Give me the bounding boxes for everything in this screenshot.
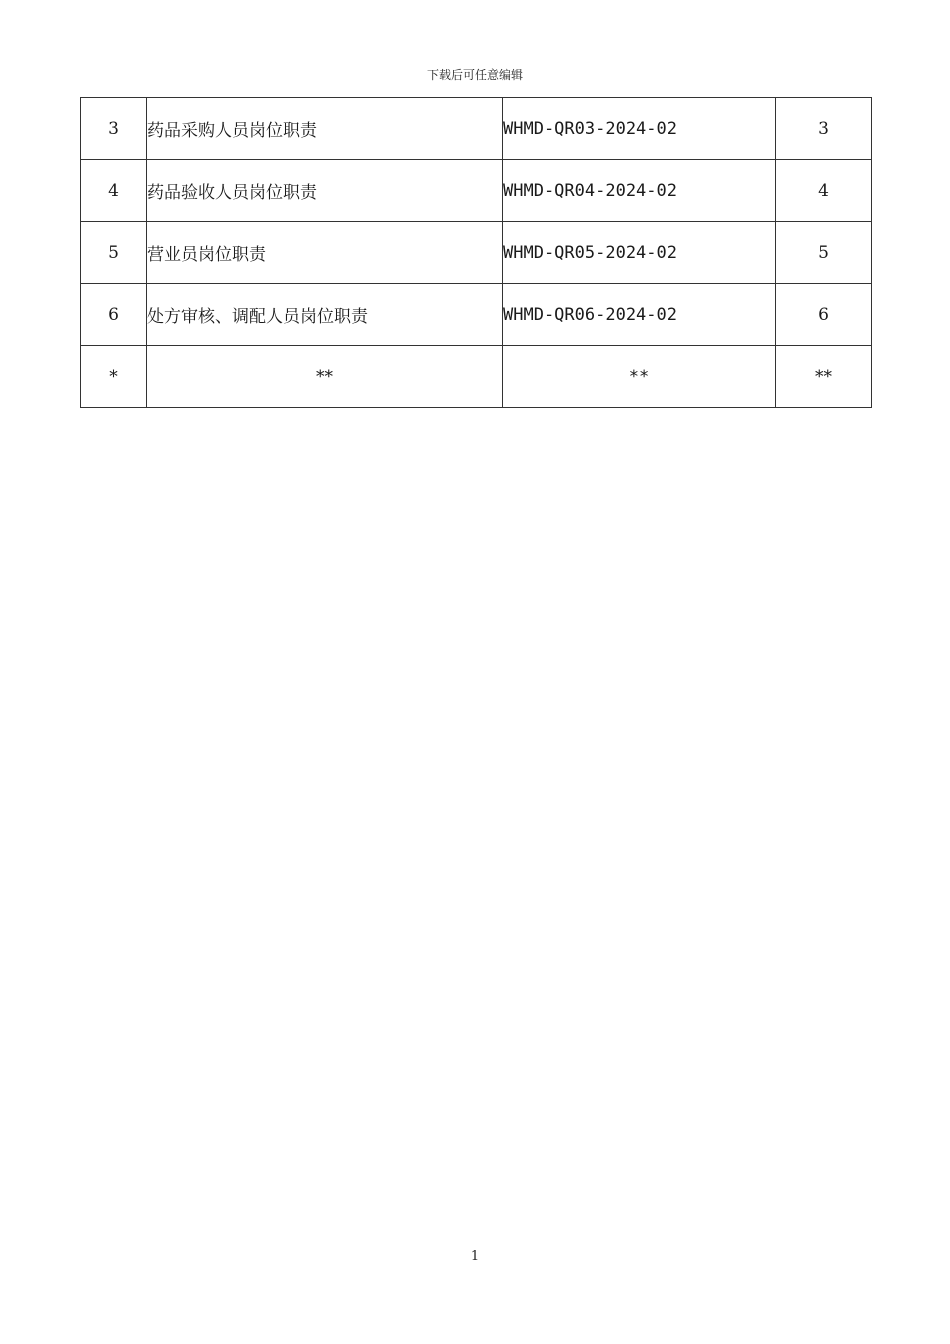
page-ref: 6 [776, 284, 872, 346]
page-ref: 4 [776, 160, 872, 222]
table-row [81, 346, 872, 408]
document-name: ** [147, 346, 503, 408]
document-code: ** [503, 346, 776, 408]
document-code: WHMD-QR06-2024-02 [503, 284, 776, 346]
header-note: 下载后可任意编辑 [426, 68, 523, 82]
table-row [81, 98, 872, 160]
row-number: 3 [81, 98, 147, 160]
page-ref: 5 [776, 222, 872, 284]
document-code: WHMD-QR05-2024-02 [503, 222, 776, 284]
responsibilities-table [80, 97, 872, 408]
row-number: * [81, 346, 147, 408]
row-number: 5 [81, 222, 147, 284]
row-number: 6 [81, 284, 147, 346]
document-code: WHMD-QR03-2024-02 [503, 98, 776, 160]
page-ref: 3 [776, 98, 872, 160]
page-ref: ** [776, 346, 872, 408]
document-name: 药品采购人员岗位职责 [147, 98, 503, 160]
document-code: WHMD-QR04-2024-02 [503, 160, 776, 222]
page-number: 1 [470, 1249, 480, 1264]
row-number: 4 [81, 160, 147, 222]
document-name: 药品验收人员岗位职责 [147, 160, 503, 222]
document-name: 营业员岗位职责 [147, 222, 503, 284]
table-row [81, 284, 872, 346]
table-row [81, 160, 872, 222]
document-name: 处方审核、调配人员岗位职责 [147, 284, 503, 346]
table-row [81, 222, 872, 284]
